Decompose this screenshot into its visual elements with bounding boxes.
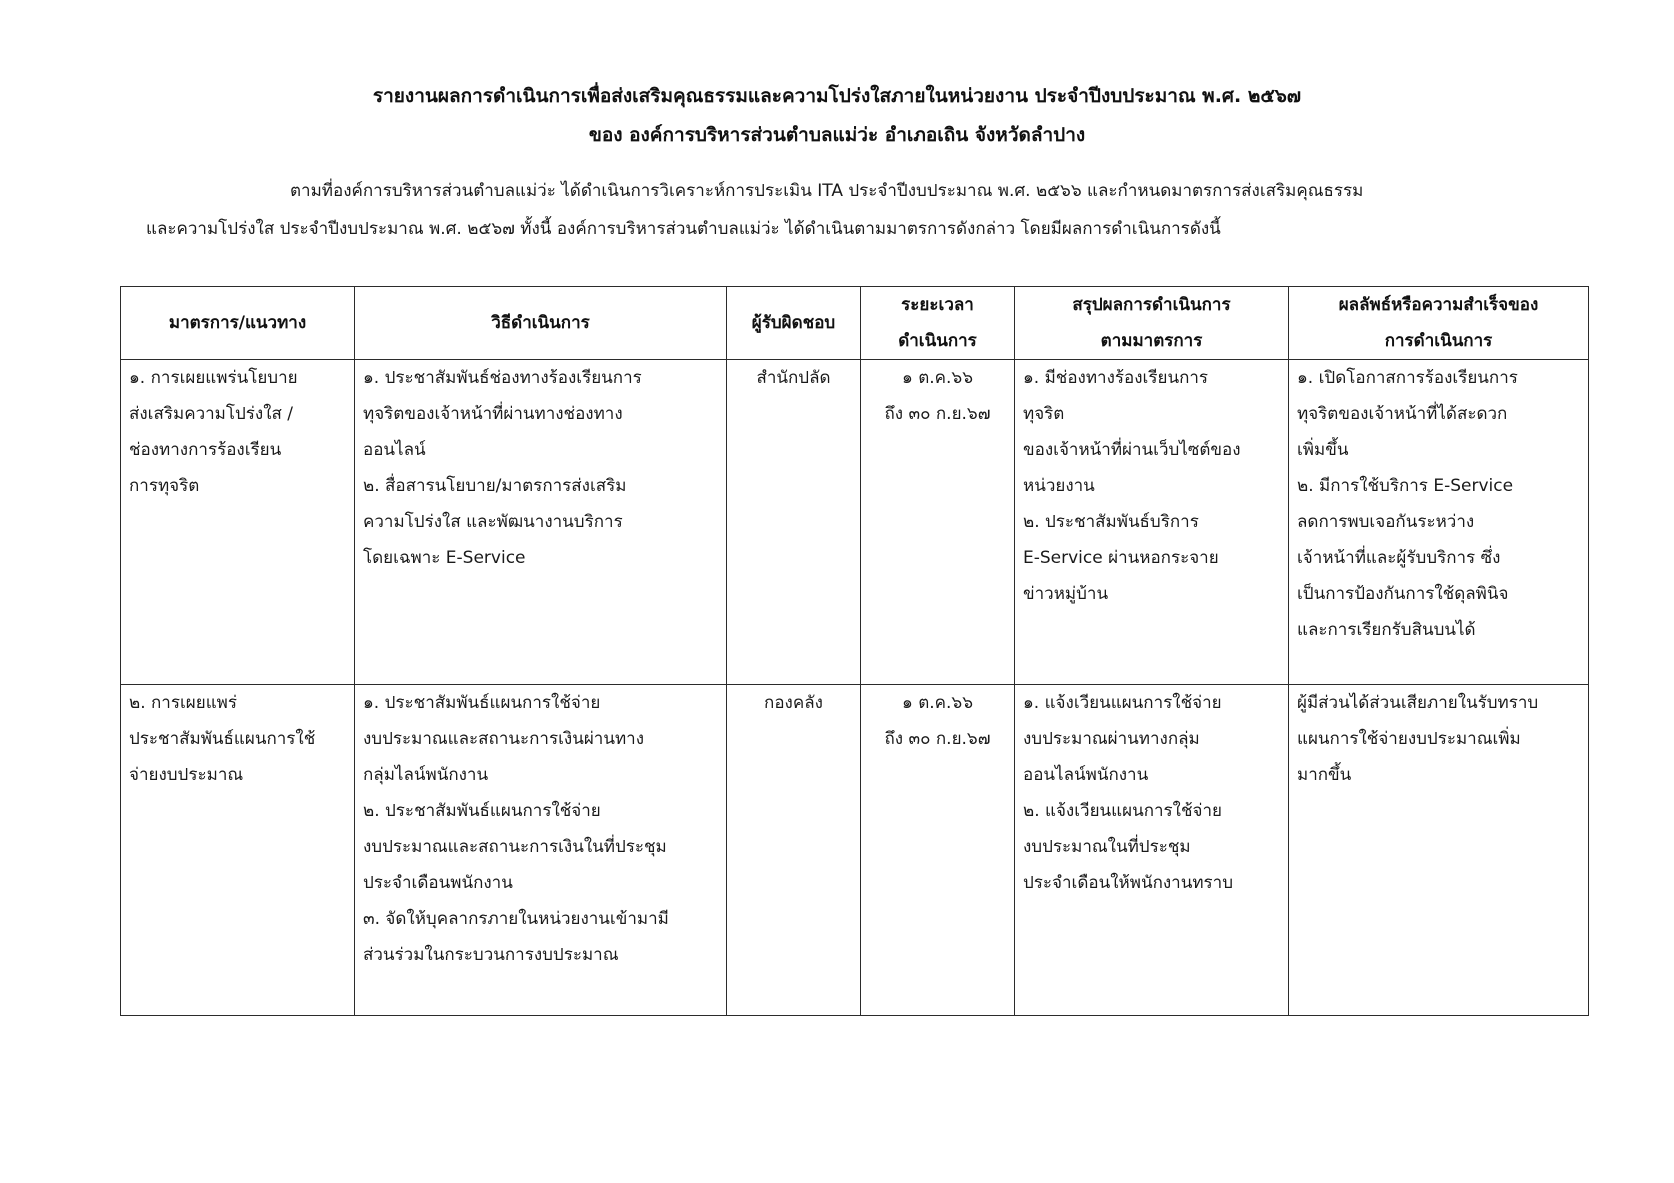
cell-line: สำนักปลัด — [756, 368, 831, 388]
report-title-line-1: รายงานผลการดำเนินการเพื่อส่งเสริมคุณธรรมและความโปร่งใสภายในหน่วยงาน ประจำปีงบประมาณ พ.ศ. ๒๕๖๗ — [372, 85, 1302, 107]
cell-line: ๒. ประชาสัมพันธ์แผนการใช้จ่าย — [363, 801, 601, 821]
cell-line: ๑. เปิดโอกาสการร้องเรียนการ — [1297, 368, 1518, 388]
cell-line: ๑. แจ้งเวียนแผนการใช้จ่าย — [1023, 693, 1222, 713]
header-line: ตามมาตรการ — [1100, 331, 1203, 351]
cell-measure — [121, 360, 355, 685]
cell-line: ทุจริต — [1023, 404, 1065, 424]
cell-responsible — [727, 685, 861, 1016]
cell-summary — [1015, 360, 1289, 685]
cell-line: ๑. มีช่องทางร้องเรียนการ — [1023, 368, 1209, 388]
cell-line: งบประมาณและสถานะการเงินผ่านทาง — [363, 729, 645, 749]
cell-line: ทุจริตของเจ้าหน้าที่ได้สะดวก — [1297, 404, 1508, 424]
cell-line: ออนไลน์ — [363, 440, 426, 460]
cell-line: แผนการใช้จ่ายงบประมาณเพิ่ม — [1297, 729, 1521, 749]
cell-line: ๒. มีการใช้บริการ E-Service — [1297, 476, 1514, 496]
cell-line: ลดการพบเจอกันระหว่าง — [1297, 512, 1475, 532]
cell-line: ออนไลน์พนักงาน — [1023, 765, 1149, 785]
table-row — [121, 685, 1589, 1016]
report-table — [120, 286, 1589, 1016]
cell-line: ๑ ต.ค.๖๖ — [902, 693, 973, 713]
cell-method — [355, 360, 727, 685]
cell-line: โดยเฉพาะ E-Service — [363, 548, 526, 568]
cell-line: งบประมาณผ่านทางกลุ่ม — [1023, 729, 1200, 749]
cell-line: เจ้าหน้าที่และผู้รับบริการ ซึ่ง — [1297, 548, 1501, 568]
cell-line: ๑ ต.ค.๖๖ — [902, 368, 973, 388]
header-line: มาตรการ/แนวทาง — [168, 313, 307, 333]
cell-line: ช่องทางการร้องเรียน — [129, 440, 282, 460]
cell-line: ถึง ๓๐ ก.ย.๖๗ — [884, 404, 991, 424]
cell-line: ๑. ประชาสัมพันธ์ช่องทางร้องเรียนการ — [363, 368, 642, 388]
header-line: วิธีดำเนินการ — [491, 313, 590, 333]
cell-line: E-Service ผ่านหอกระจาย — [1023, 548, 1219, 568]
cell-line: ๒. การเผยแพร่ — [129, 693, 238, 713]
header-responsible — [727, 287, 861, 360]
cell-line: ของเจ้าหน้าที่ผ่านเว็บไซต์ของ — [1023, 440, 1241, 460]
cell-line: ประชาสัมพันธ์แผนการใช้ — [129, 729, 316, 749]
header-line: การดำเนินการ — [1384, 331, 1493, 351]
cell-line: ความโปร่งใส และพัฒนางานบริการ — [363, 512, 623, 532]
cell-line: ข่าวหมู่บ้าน — [1023, 584, 1109, 604]
cell-line: เป็นการป้องกันการใช้ดุลพินิจ — [1297, 584, 1509, 604]
cell-line: ส่วนร่วมในกระบวนการงบประมาณ — [363, 945, 619, 965]
header-method — [355, 287, 727, 360]
cell-summary — [1015, 685, 1289, 1016]
cell-line: และการเรียกรับสินบนได้ — [1297, 620, 1476, 640]
cell-line: หน่วยงาน — [1023, 476, 1095, 496]
header-line: ดำเนินการ — [898, 331, 977, 351]
cell-line: กองคลัง — [764, 693, 823, 713]
intro-paragraph-line-1: ตามที่องค์การบริหารส่วนตำบลแม่ว่ะ ได้ดำเนินการวิเคราะห์การประเมิน ITA ประจำปีงบประมาณ พ.ศ. ๒๕๖๖ และกำหนดมาตรการส่งเสริมคุณธรรม — [290, 181, 1364, 201]
table-header-row — [121, 287, 1589, 360]
cell-line: มากขึ้น — [1297, 765, 1352, 785]
cell-line: ๓. จัดให้บุคลากรภายในหน่วยงานเข้ามามี — [363, 909, 669, 929]
cell-line: เพิ่มขึ้น — [1297, 440, 1349, 460]
cell-line: ประจำเดือนให้พนักงานทราบ — [1023, 873, 1234, 893]
header-line: ระยะเวลา — [901, 295, 974, 315]
cell-period — [861, 360, 1015, 685]
header-line: ผลลัพธ์หรือความสำเร็จของ — [1338, 295, 1539, 315]
cell-result — [1289, 360, 1589, 685]
cell-period — [861, 685, 1015, 1016]
cell-line: ๒. สื่อสารนโยบาย/มาตรการส่งเสริม — [363, 476, 627, 496]
cell-line: ๑. ประชาสัมพันธ์แผนการใช้จ่าย — [363, 693, 601, 713]
cell-measure — [121, 685, 355, 1016]
cell-line: จ่ายงบประมาณ — [129, 765, 244, 785]
header-line: สรุปผลการดำเนินการ — [1072, 295, 1231, 315]
header-measure — [121, 287, 355, 360]
cell-responsible — [727, 360, 861, 685]
cell-line: กลุ่มไลน์พนักงาน — [363, 765, 489, 785]
cell-line: ๑. การเผยแพร่นโยบาย — [129, 368, 298, 388]
cell-line: ๒. ประชาสัมพันธ์บริการ — [1023, 512, 1199, 532]
cell-line: การทุจริต — [129, 476, 200, 496]
cell-line: ๒. แจ้งเวียนแผนการใช้จ่าย — [1023, 801, 1222, 821]
cell-line: ถึง ๓๐ ก.ย.๖๗ — [884, 729, 991, 749]
header-summary — [1015, 287, 1289, 360]
table-row — [121, 360, 1589, 685]
header-result — [1289, 287, 1589, 360]
cell-line: ทุจริตของเจ้าหน้าที่ผ่านทางช่องทาง — [363, 404, 623, 424]
header-period — [861, 287, 1015, 360]
cell-method — [355, 685, 727, 1016]
report-title-line-2: ของ องค์การบริหารส่วนตำบลแม่ว่ะ อำเภอเถิน จังหวัดลำปาง — [588, 124, 1086, 146]
cell-result — [1289, 685, 1589, 1016]
cell-line: ประจำเดือนพนักงาน — [363, 873, 513, 893]
cell-line: งบประมาณในที่ประชุม — [1023, 837, 1191, 857]
cell-line: ส่งเสริมความโปร่งใส / — [129, 404, 294, 424]
cell-line: งบประมาณและสถานะการเงินในที่ประชุม — [363, 837, 667, 857]
cell-line: ผู้มีส่วนได้ส่วนเสียภายในรับทราบ — [1297, 693, 1539, 713]
header-line: ผู้รับผิดชอบ — [751, 313, 836, 333]
intro-paragraph-line-2: และความโปร่งใส ประจำปีงบประมาณ พ.ศ. ๒๕๖๗ ทั้งนี้ องค์การบริหารส่วนตำบลแม่ว่ะ ได้ดำเนินตามมาตรการดังกล่าว โดยมีผลการดำเนินการดังนี้ — [146, 219, 1221, 239]
